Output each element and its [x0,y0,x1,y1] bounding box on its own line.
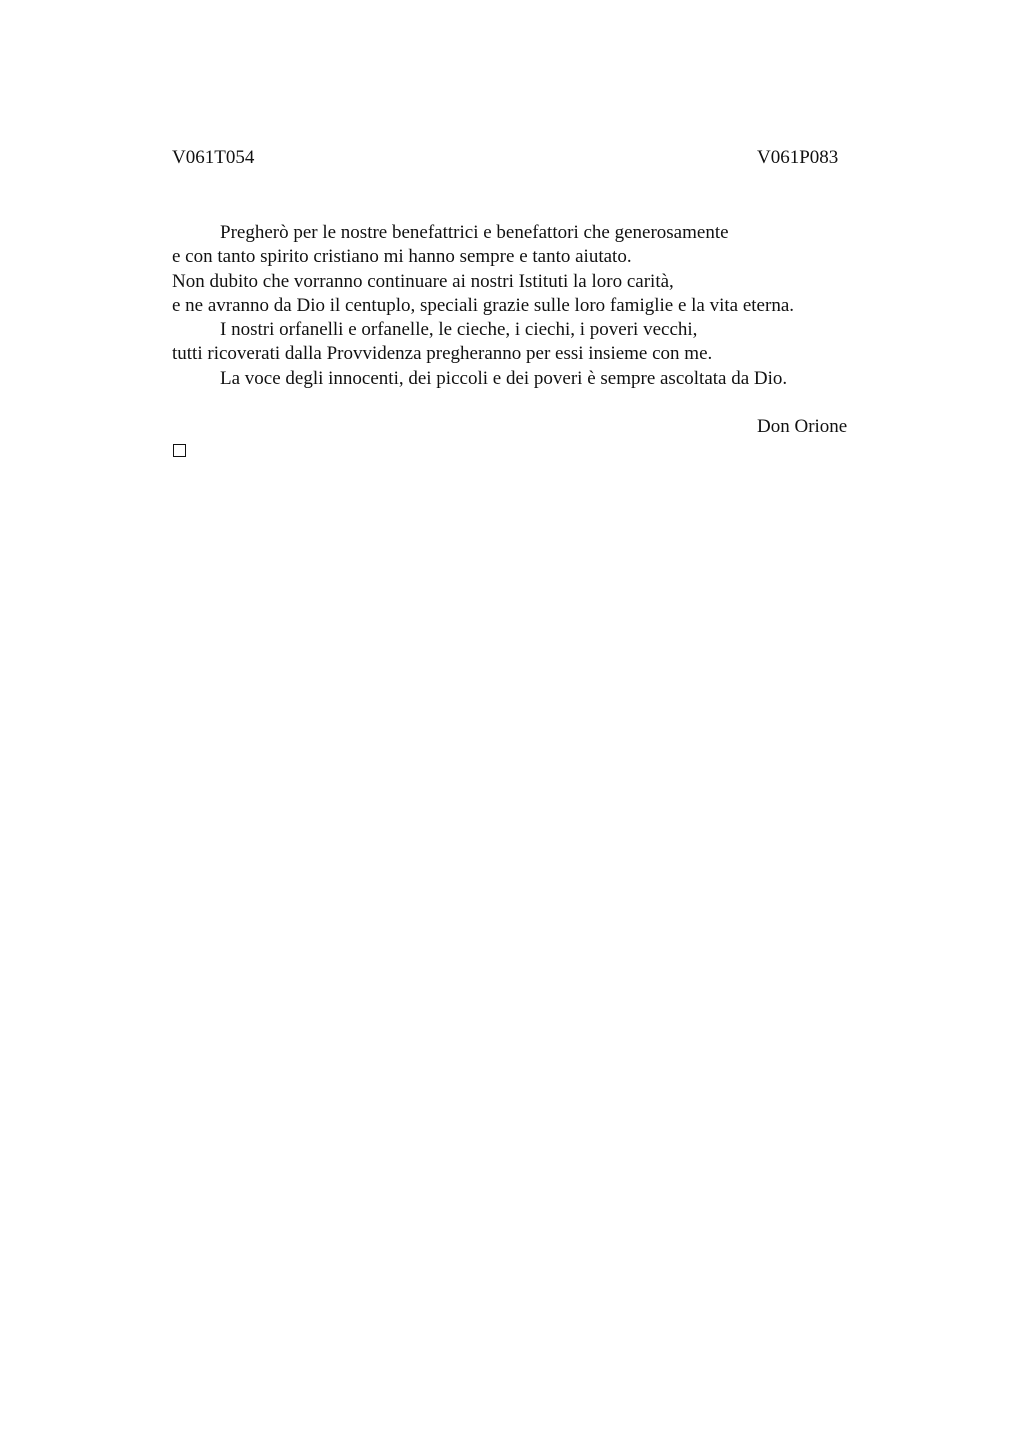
text-line: e ne avranno da Dio il centuplo, speciali grazie sulle loro famiglie e la vita eterna. [172,294,794,316]
text-line: I nostri orfanelli e orfanelle, le cieche, i ciechi, i poveri vecchi, [220,319,698,341]
text-line: La voce degli innocenti, dei piccoli e dei poveri è sempre ascoltata da Dio. [220,367,788,389]
empty-square-icon [173,444,186,457]
signature: Don Orione [757,416,848,437]
document-code-left: V061T054 [172,147,255,168]
letter-body [172,221,892,391]
text-line: tutti ricoverati dalla Provvidenza pregheranno per essi insieme con me. [172,343,713,365]
document-code-right: V061P083 [757,147,839,168]
text-line: e con tanto spirito cristiano mi hanno sempre e tanto aiutato. [172,246,632,268]
text-line: Pregherò per le nostre benefattrici e benefattori che generosamente [220,222,729,243]
text-line: Non dubito che vorranno continuare ai nostri Istituti la loro carità, [172,270,674,292]
